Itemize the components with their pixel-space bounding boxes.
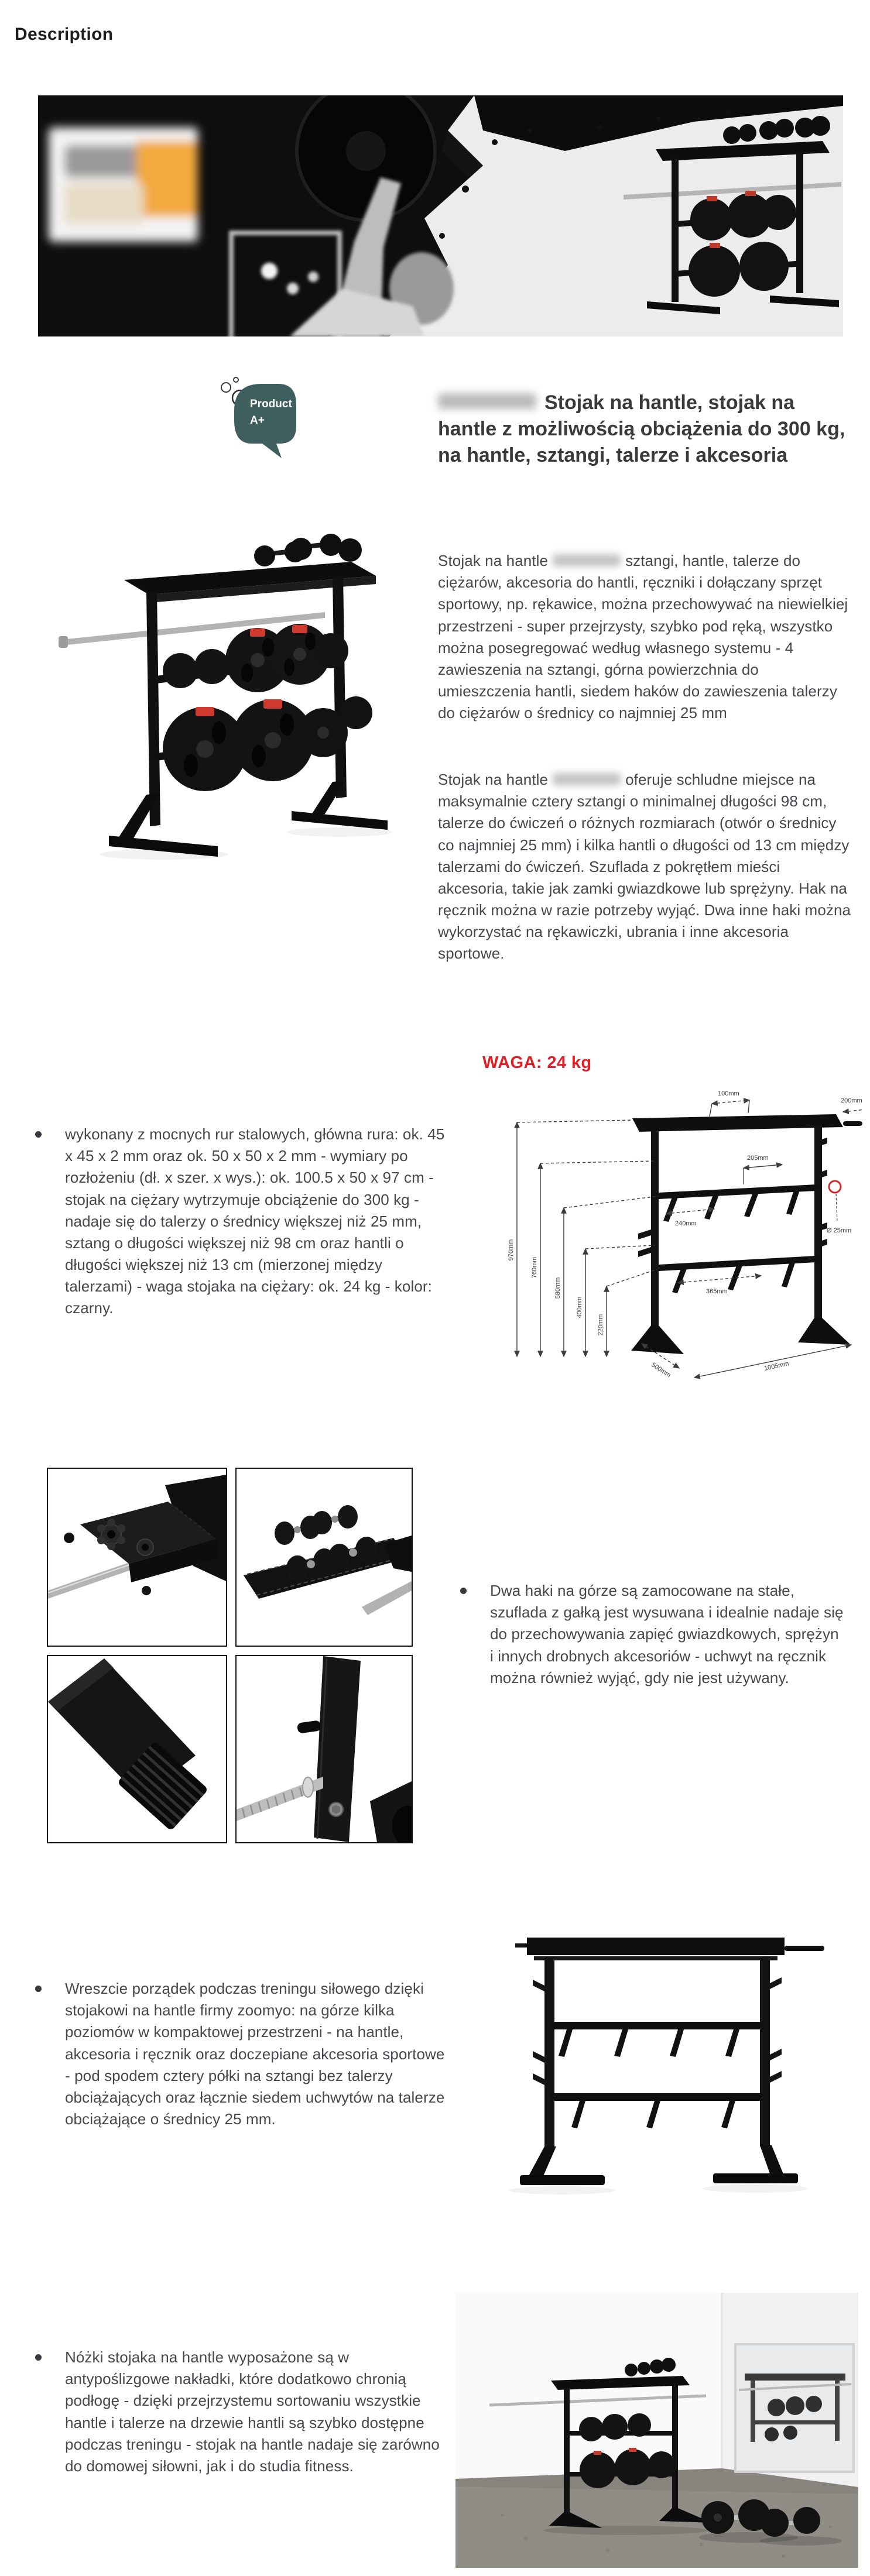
dim-970: 970mm bbox=[508, 1239, 515, 1261]
detail-image-drawer bbox=[47, 1468, 227, 1647]
hero-product-image bbox=[59, 520, 398, 866]
feature-feet bbox=[35, 2347, 454, 2477]
detail-image-grid bbox=[47, 1468, 413, 1843]
dim-205: 205mm bbox=[747, 1155, 769, 1162]
hole-marker-icon bbox=[829, 1181, 841, 1193]
top-dumbbells bbox=[254, 534, 362, 566]
banner-image bbox=[38, 95, 843, 336]
paragraph2-text: oferuje schludne miejsce na maksymalnie cztery sztangi o minimalnej długości 98 cm, talerze do ćwiczeń o różnych rozmiarach (otwór o średnicy co najmniej 25 mm) i kilka hantli o długości od 13 cm między talerzami do ćwiczeń. Szuflada z pokrętłem mieści akcesoria, takie jak zamki gwiazdkowe lub sprężyny. Hak na ręcznik można w razie potrzeby wyjąć. Dwa inne haki można wykorzystać na rękawiczki, ubrania i inne akcesoria sportowe. bbox=[438, 771, 851, 963]
bullet-icon bbox=[35, 1986, 42, 1992]
dim-760: 760mm bbox=[531, 1256, 538, 1279]
detail-image-dumbbell-tray bbox=[235, 1468, 413, 1647]
description-paragraph-1 bbox=[438, 550, 851, 724]
blurred-brand-name bbox=[438, 393, 536, 409]
feature-construction-text: wykonany z mocnych rur stalowych, główna rura: ok. 45 x 45 x 2 mm oraz ok. 50 x 50 x 2 mm - wymiary po rozłożeniu (dł. x szer. x wys.): ok. 100.5 x 50 x 97 cm - stojak na ciężary wytrzymuje obciążenie do 300 kg - nadaje się do talerzy o średnicy większej niż 25 mm, sztang o długości większej niż 98 cm oraz hantli o długości większej niż 13 cm (mierzonej między talerzami) - waga stojaka na ciężary: ok. 24 kg - kolor: czarny. bbox=[65, 1125, 445, 1317]
dim-365: 365mm bbox=[706, 1288, 728, 1295]
paragraph2-lead: Stojak na hantle bbox=[438, 771, 549, 788]
page-title: Description bbox=[15, 25, 114, 44]
detail-image-foot-cap bbox=[47, 1655, 227, 1843]
hex-bolt-icon bbox=[329, 1802, 343, 1816]
dimension-diagram bbox=[485, 1086, 862, 1382]
product-title bbox=[438, 390, 855, 469]
dim-400: 400mm bbox=[576, 1296, 583, 1318]
feature-hooks-text: Dwa haki na górze są zamocowane na stałe, szuflada z gałką jest wysuwana i idealnie nadaje się do przechowywania zapięć gwiazdkowych, sprężyn i innych drobnych akcesoriów - uchwyt na ręcznik można również wyjąć, gdy nie jest używany. bbox=[490, 1582, 844, 1687]
dim-240: 240mm bbox=[675, 1220, 697, 1227]
rail-pegs bbox=[571, 2101, 735, 2128]
blurred-brand-name bbox=[553, 773, 621, 785]
empty-rack-illustration bbox=[486, 1911, 828, 2206]
decor-circle-icon bbox=[234, 377, 238, 382]
feature-order bbox=[35, 1978, 454, 2130]
brand-logo-blurred bbox=[49, 128, 198, 242]
wall-mirror bbox=[735, 2344, 854, 2472]
rail-pegs bbox=[559, 2029, 739, 2057]
diagram-rack bbox=[631, 1114, 862, 1354]
feature-construction bbox=[35, 1124, 454, 1320]
dim-100: 100mm bbox=[718, 1090, 739, 1097]
product-title-text: Stojak na hantle, stojak na hantle z możliwością obciążenia do 300 kg, na hantle, sztangi, talerze i akcesoria bbox=[438, 391, 845, 467]
detail-image-threaded-bar bbox=[235, 1655, 413, 1843]
dim-500: 500mm bbox=[650, 1361, 672, 1379]
rack-with-weights-illustration bbox=[59, 520, 398, 866]
lifestyle-image bbox=[455, 2293, 858, 2568]
bullet-icon bbox=[35, 1131, 42, 1138]
star-knob-icon bbox=[137, 1539, 153, 1555]
feature-hooks bbox=[460, 1580, 847, 1689]
empty-rack-image bbox=[486, 1911, 828, 2206]
badge-line2: A+ bbox=[250, 414, 265, 427]
upper-plates bbox=[163, 624, 348, 692]
description-paragraph-2 bbox=[438, 769, 851, 965]
room-scene-illustration bbox=[455, 2293, 858, 2568]
weight-label: WAGA: 24 kg bbox=[482, 1053, 592, 1072]
paragraph1-text: sztangi, hantle, talerze do ciężarów, akcesoria do hantli, ręczniki i dołączany sprzęt sportowy, np. rękawice, można przechowywać na niewielkiej przestrzeni - super przejrzysty, szybko pod ręką, wszystko można posegregować według własnego systemu - 4 zawieszenia na sztangi, górna powierzchnia do umieszczenia hantli, siedem haków do zawieszenia talerzy do ciężarów o średnicy co najmniej 25 mm bbox=[438, 552, 848, 722]
feature-order-text: Wreszcie porządek podczas treningu siłowego dzięki stojakowi na hantle firmy zoomyo: na górze kilka poziomów w kompaktowej przestrzeni - na hantle, akcesoria i ręcznik oraz doczepiane akcesoria sportowe - pod spodem cztery półki na sztangi bez talerzy obciążających oraz łącznie siedem uchwytów na talerze obciążające o średnicy 25 mm. bbox=[65, 1980, 445, 2128]
height-dimensions bbox=[517, 1120, 659, 1356]
product-a-plus-badge bbox=[218, 375, 311, 468]
gym-collage-illustration bbox=[38, 95, 843, 336]
bullet-icon bbox=[35, 2354, 42, 2361]
dim-220: 220mm bbox=[597, 1314, 604, 1336]
decor-circle-icon bbox=[221, 383, 231, 392]
dim-200: 200mm bbox=[841, 1097, 862, 1104]
paragraph1-lead: Stojak na hantle bbox=[438, 552, 549, 569]
hook-knob bbox=[297, 1720, 321, 1733]
dim-1005: 1005mm bbox=[763, 1360, 790, 1372]
dim-25: Ø 25mm bbox=[827, 1227, 852, 1234]
feature-feet-text: Nóżki stojaka na hantle wyposażone są w antypoślizgowe nakładki, które dodatkowo chronią podłogę - dzięki przejrzystemu sortowaniu wszystkie hantle i talerze na drzewie hantli są szybko dostępne podczas treningu - stojak na hantle nadaje się zarówno do domowej siłowni, jak i do studia fitness. bbox=[65, 2348, 440, 2475]
blurred-brand-name bbox=[553, 554, 621, 566]
bullet-icon bbox=[460, 1588, 467, 1594]
speech-bubble-icon bbox=[234, 384, 296, 458]
mini-dumbbell bbox=[312, 1505, 358, 1534]
dim-580: 580mm bbox=[554, 1277, 561, 1299]
badge-line1: Product bbox=[250, 398, 292, 410]
